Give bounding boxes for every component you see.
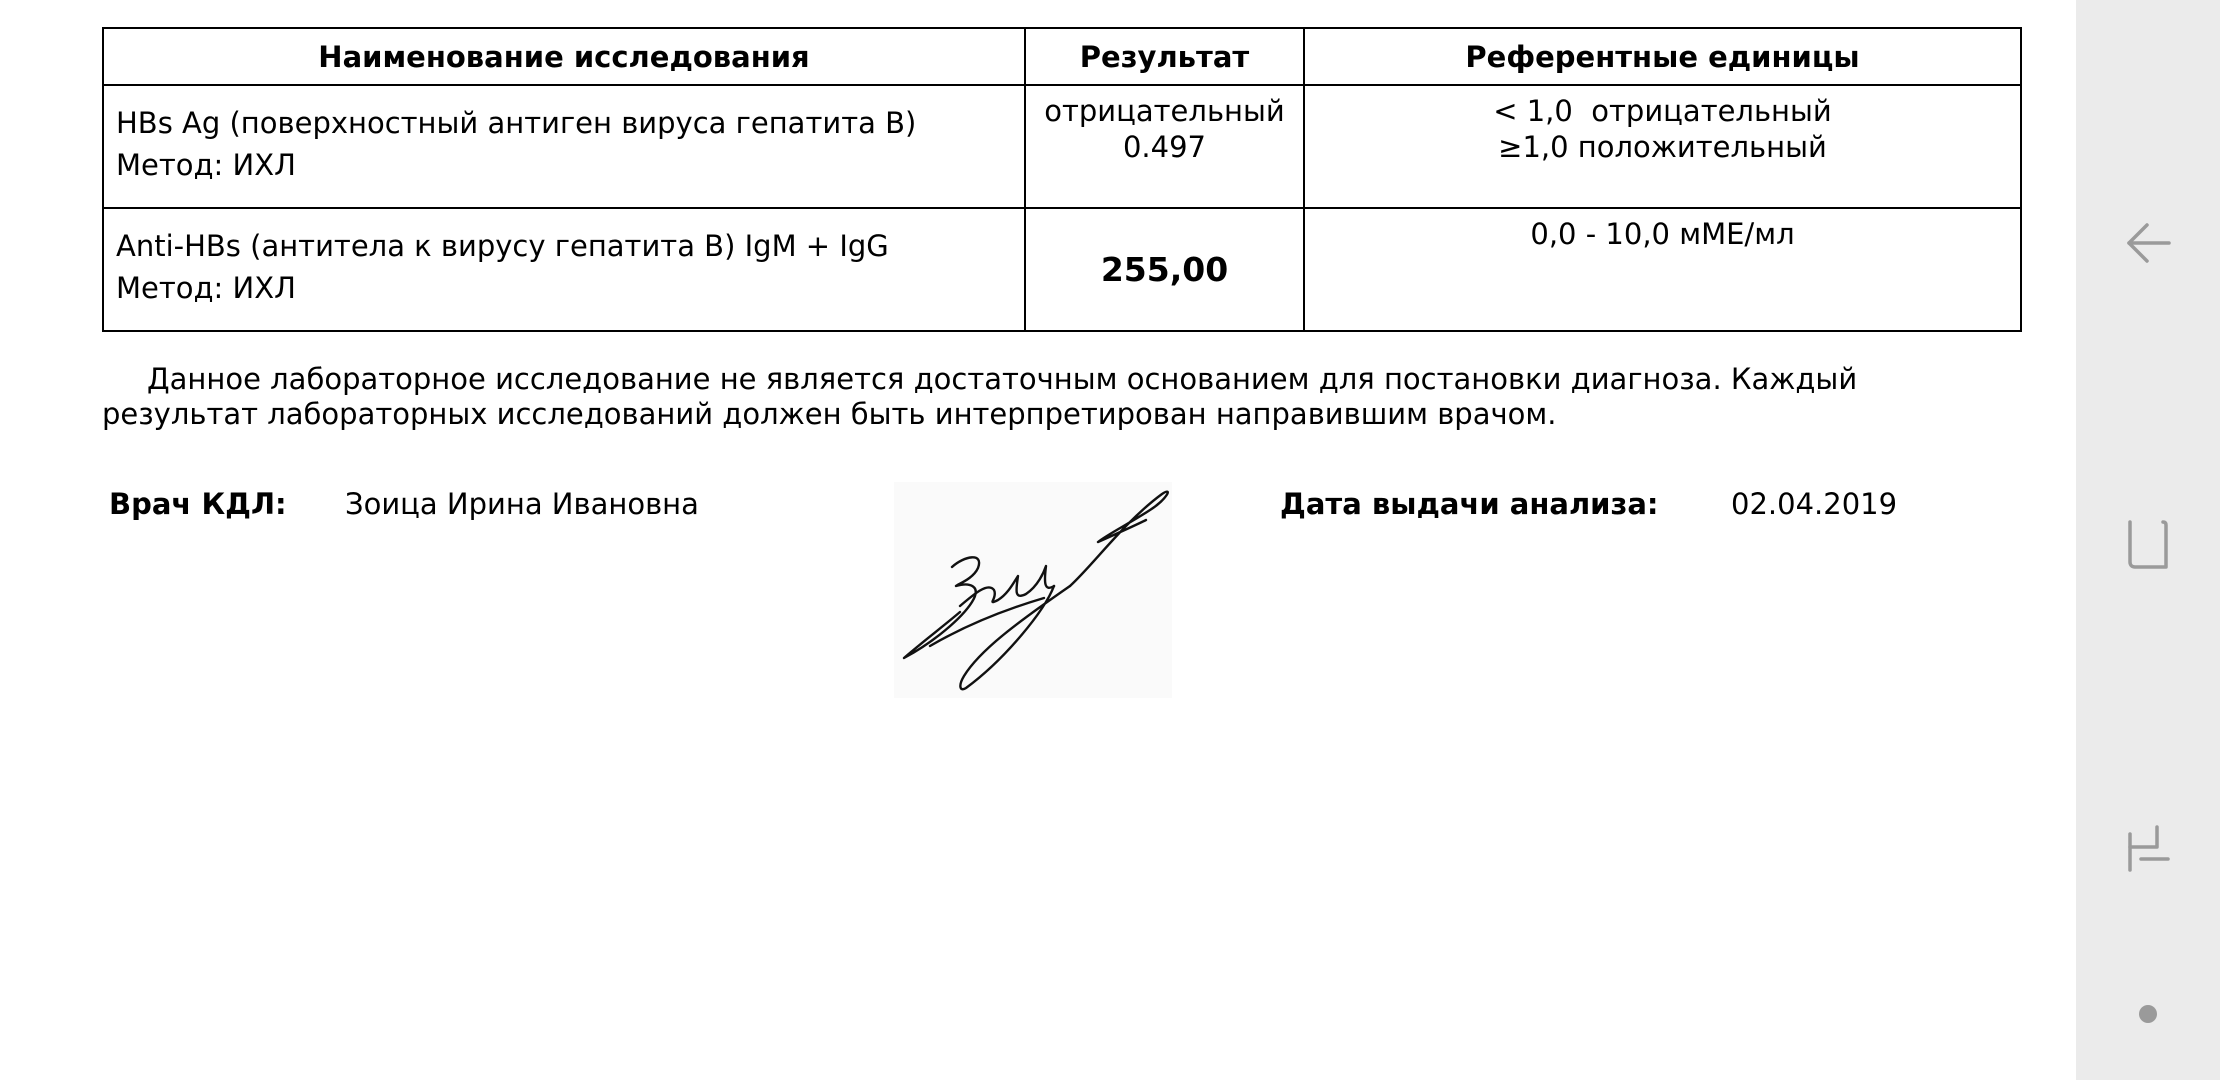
header-reference: Референтные единицы (1304, 28, 2021, 85)
doctor-name: Зоица Ирина Ивановна (345, 487, 699, 521)
test-name: Anti-HBs (антитела к вирусу гепатита B) IgM + IgG (116, 229, 889, 263)
reference-cell (1304, 85, 2021, 208)
dot-button[interactable] (2076, 964, 2220, 1064)
test-name-cell (103, 85, 1025, 208)
android-navigation-bar (2076, 0, 2220, 1080)
reference-positive: ≥1,0 положительный (1498, 130, 1827, 164)
dot-icon (2137, 1003, 2159, 1025)
table-row (103, 85, 2021, 208)
test-name-cell (103, 208, 1025, 331)
result-cell (1025, 208, 1304, 331)
home-square-icon (2121, 517, 2175, 571)
back-arrow-icon (2121, 216, 2175, 270)
header-test-name: Наименование исследования (103, 28, 1025, 85)
test-name: HBs Ag (поверхностный антиген вируса гепатита B) (116, 106, 917, 140)
result-cell (1025, 85, 1304, 208)
test-method: Метод: ИХЛ (116, 148, 296, 182)
doctor-label: Врач КДЛ: (109, 487, 287, 521)
reference-cell (1304, 208, 2021, 331)
issue-date-label: Дата выдачи анализа: (1280, 487, 1659, 521)
back-button[interactable] (2076, 193, 2220, 293)
recents-button[interactable] (2076, 799, 2220, 899)
home-button[interactable] (2076, 494, 2220, 594)
table-header-row (103, 28, 2021, 85)
issue-date-value: 02.04.2019 (1731, 487, 1898, 521)
results-table (102, 27, 2022, 332)
result-value: 255,00 (1100, 249, 1229, 289)
disclaimer-text: Данное лабораторное исследование не является достаточным основанием для постановки диагноза. Каждый результат лабораторных исследований должен быть интерпретирован направившим врачом. (102, 362, 1858, 431)
recents-icon (2121, 822, 2175, 876)
reference-range: 0,0 - 10,0 мМЕ/мл (1530, 217, 1795, 251)
test-method: Метод: ИХЛ (116, 271, 296, 305)
reference-negative: < 1,0 отрицательный (1493, 94, 1832, 128)
doctor-signature (894, 482, 1172, 698)
result-value: 0.497 (1122, 130, 1207, 164)
result-status: отрицательный (1044, 94, 1285, 128)
header-result: Результат (1025, 28, 1304, 85)
table-row (103, 208, 2021, 331)
